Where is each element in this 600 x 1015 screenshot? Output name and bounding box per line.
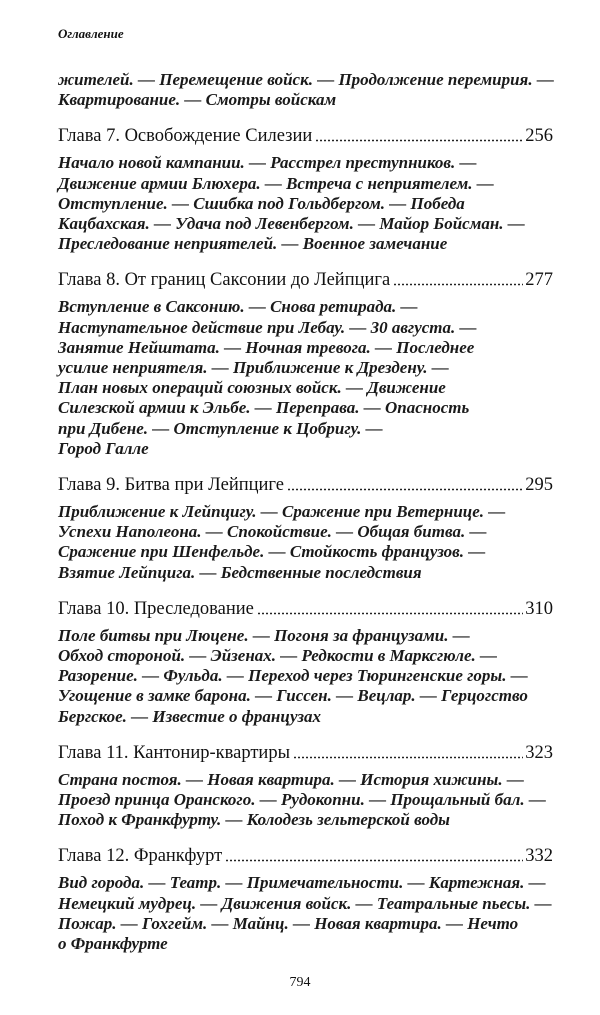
chapter-list	[58, 124, 553, 954]
item-line: Вид города. — Театр. — Примечательности. — Картежная. —	[58, 873, 546, 893]
chapter-subtopics	[58, 297, 553, 459]
table-of-contents	[58, 70, 553, 954]
item-line: Успехи Наполеона. — Спокойствие. — Общая битва. —	[58, 522, 487, 542]
item-line: Обход стороной. — Эйзенах. — Редкости в Марксгюле. —	[58, 646, 498, 666]
chapter-heading[interactable]	[58, 473, 553, 497]
item-line: Наступательное действие при Лебау. — 30 августа. —	[58, 317, 477, 337]
item-line: Страна постоя. — Новая квартира. — История хижины. —	[58, 769, 524, 789]
chapter-title: Глава 8. От границ Саксонии до Лейпцига	[58, 270, 391, 291]
chapter-subtopics	[58, 502, 553, 583]
chapter-heading[interactable]	[58, 268, 553, 292]
item-line: Немецкий мудрец. — Движения войск. — Театральные пьесы. —	[58, 893, 552, 913]
item-line: План новых операций союзных войск. — Движение	[58, 378, 446, 398]
chapter-title: Глава 9. Битва при Лейпциге	[58, 475, 284, 496]
item-line: Кацбахская. — Удача под Левенбергом. — Майор Бойсман. —	[58, 214, 525, 234]
item-line: при Дибене. — Отступление к Цобригу. —	[58, 418, 383, 438]
running-head: Оглавление	[58, 26, 124, 41]
dot-leader	[257, 612, 523, 615]
item-line: Приближение к Лейпцигу. — Сражение при Ветернице. —	[58, 502, 506, 522]
chapter-title: Глава 11. Кантонир-квартиры	[58, 742, 291, 763]
dot-leader	[287, 488, 523, 491]
item-line: Занятие Нейштата. — Ночная тревога. — Последнее	[58, 337, 475, 357]
chapter-subtopics	[58, 873, 553, 954]
chapter-heading[interactable]	[58, 597, 553, 621]
item-line: Поле битвы при Люцене. — Погоня за французами. —	[58, 625, 470, 645]
item-line: Начало новой кампании. — Расстрел преступников. —	[58, 153, 477, 173]
item-line: Угощение в замке барона. — Гиссен. — Вецлар. — Герцогство	[58, 686, 528, 706]
chapter-subtopics	[58, 770, 553, 831]
item-line: о Франкфурте	[58, 934, 168, 954]
item-line: Пожар. — Гохгейм. — Майнц. — Новая квартира. — Нечто	[58, 913, 519, 933]
item-line: Сражение при Шенфельде. — Стойкость французов. —	[58, 542, 486, 562]
chapter-heading[interactable]	[58, 741, 553, 765]
chapter-page: 323	[525, 742, 553, 763]
item-line: Проезд принца Оранского. — Рудокопни. — Прощальный бал. —	[58, 790, 546, 810]
item-line: Бергское. — Известие о французах	[58, 706, 321, 726]
lead-in-items	[58, 70, 553, 110]
chapter-page: 277	[525, 270, 553, 291]
item-line: жителей. — Перемещение войск. — Продолжение перемирия. —	[58, 70, 554, 89]
chapter-title: Глава 7. Освобождение Силезии	[58, 126, 313, 147]
chapter-subtopics	[58, 153, 553, 254]
chapter-subtopics	[58, 626, 553, 727]
page-number: 794	[289, 975, 311, 990]
item-line: Движение армии Блюхера. — Встреча с неприятелем. —	[58, 173, 494, 193]
chapter-title: Глава 12. Франкфурт	[58, 846, 223, 867]
item-line: Силезской армии к Эльбе. — Переправа. — Опасность	[58, 398, 470, 418]
item-line: Отступление. — Сшибка под Гольдбергом. — Победа	[58, 193, 465, 213]
item-line: Поход к Франкфурту. — Колодезь зельтерской воды	[58, 810, 450, 830]
item-line: Взятие Лейпцига. — Бедственные последствия	[58, 562, 422, 582]
chapter-page: 332	[525, 846, 553, 867]
dot-leader	[315, 139, 523, 142]
item-line: Город Галле	[58, 438, 149, 458]
item-line: Разорение. — Фульда. — Переход через Тюрингенские горы. —	[58, 666, 528, 686]
chapter-page: 256	[525, 126, 553, 147]
chapter-title: Глава 10. Преследование	[58, 598, 254, 619]
chapter-heading[interactable]	[58, 844, 553, 868]
chapter-page: 310	[525, 598, 553, 619]
dot-leader	[225, 859, 523, 862]
item-line: Вступление в Саксонию. — Снова ретирада. —	[58, 297, 418, 317]
item-line: Квартирование. — Смотры войскам	[58, 90, 337, 110]
chapter-heading[interactable]	[58, 124, 553, 148]
chapter-page: 295	[525, 475, 553, 496]
dot-leader	[393, 283, 523, 286]
item-line: Преследование неприятелей. — Военное замечание	[58, 234, 448, 254]
dot-leader	[293, 756, 523, 759]
item-line: усилие неприятеля. — Приближение к Дрездену. —	[58, 358, 449, 378]
